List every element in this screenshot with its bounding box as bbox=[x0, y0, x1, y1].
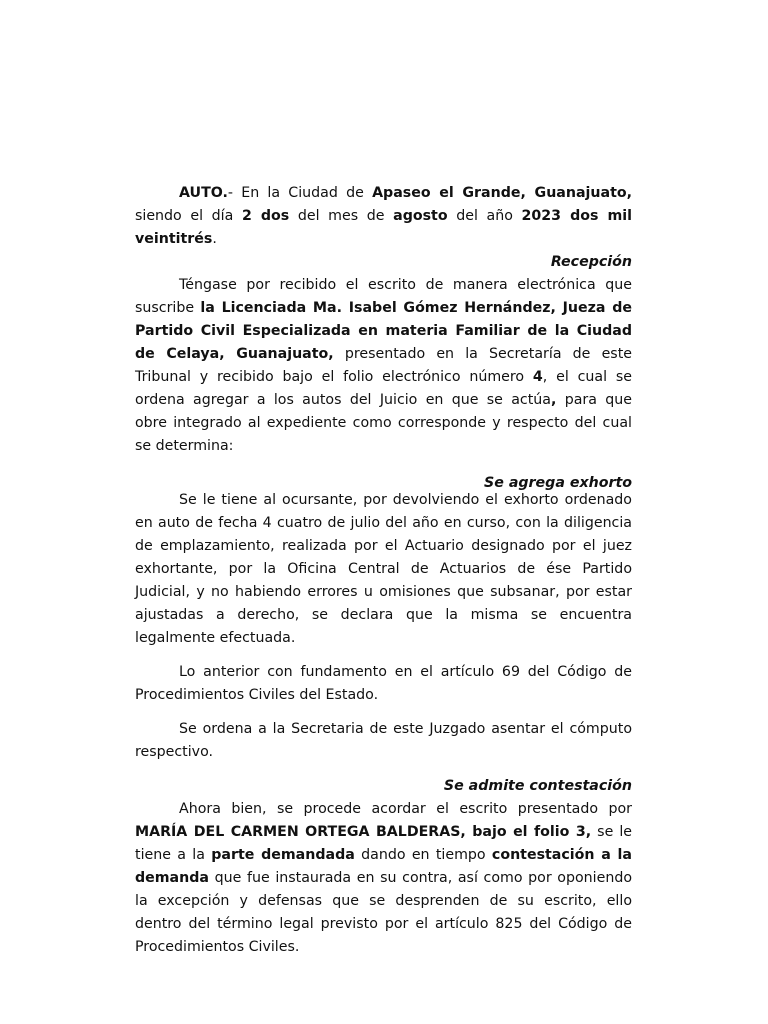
place-name: Apaseo el Grande, Guanajuato, bbox=[372, 185, 632, 201]
text-span: ordena agregar a los autos del Juicio en que se actúa bbox=[135, 392, 551, 408]
heading-recepcion: Recepción bbox=[550, 254, 632, 270]
paragraph-recepcion-line-7: obre integrado al expediente como corresponde y respecto del cual bbox=[135, 415, 632, 431]
paragraph-exhorto-line-7: legalmente efectuada. bbox=[135, 630, 296, 646]
paragraph-fundamento-line-1: Lo anterior con fundamento en el artículo 69 del Código de bbox=[179, 664, 632, 680]
paragraph-auto-line-2 bbox=[135, 205, 632, 227]
paragraph-recepcion-line-6 bbox=[135, 389, 632, 411]
day-value: 2 dos bbox=[241, 208, 290, 224]
text-span: - En la Ciudad de bbox=[227, 185, 373, 201]
heading-contestacion: Se admite contestación bbox=[443, 778, 632, 794]
text-span: del mes de bbox=[289, 208, 394, 224]
year-value: 2023 dos mil bbox=[521, 208, 632, 224]
paragraph-exhorto-line-2: en auto de fecha 4 cuatro de julio del año en curso, con la diligencia bbox=[135, 515, 632, 531]
text-span: . bbox=[212, 231, 217, 247]
folio-number: 4 bbox=[532, 369, 543, 385]
paragraph-exhorto-line-4: exhortante, por la Oficina Central de Actuarios de ése Partido bbox=[135, 561, 632, 577]
paragraph-recepcion-line-4 bbox=[135, 343, 632, 365]
text-span: suscribe bbox=[135, 300, 201, 316]
text-span: del año bbox=[447, 208, 522, 224]
text-span: que fue instaurada en su contra, así como por oponiendo bbox=[208, 870, 632, 886]
paragraph-computo-line-2: respectivo. bbox=[135, 744, 214, 760]
paragraph-contestacion-line-2 bbox=[135, 821, 632, 843]
paragraph-recepcion-line-1: Téngase por recibido el escrito de manera electrónica que bbox=[179, 277, 632, 293]
paragraph-contestacion-line-7: Procedimientos Civiles. bbox=[135, 939, 300, 955]
paragraph-fundamento-line-2: Procedimientos Civiles del Estado. bbox=[135, 687, 379, 703]
paragraph-auto-line-3 bbox=[135, 228, 632, 250]
paragraph-exhorto-line-3: de emplazamiento, realizada por el Actuario designado por el juez bbox=[135, 538, 632, 554]
paragraph-exhorto-line-1: Se le tiene al ocursante, por devolviendo el exhorto ordenado bbox=[179, 492, 632, 508]
paragraph-contestacion-line-6: dentro del término legal previsto por el artículo 825 del Código de bbox=[135, 916, 632, 932]
paragraph-recepcion-line-3: Partido Civil Especializada en materia Familiar de la Ciudad bbox=[135, 323, 632, 339]
paragraph-recepcion-line-5 bbox=[135, 366, 632, 388]
answer-term: contestación a la bbox=[491, 847, 632, 863]
year-value-cont: veintitrés bbox=[135, 231, 213, 247]
answer-term-cont: demanda bbox=[135, 870, 209, 886]
paragraph-exhorto-line-5: Judicial, y no habiendo errores u omisiones que subsanar, por estar bbox=[135, 584, 632, 600]
paragraph-contestacion-line-5: la excepción y defensas que se desprenden de su escrito, ello bbox=[135, 893, 632, 909]
city-name: de Celaya, Guanajuato, bbox=[135, 346, 334, 362]
text-span: , el cual se bbox=[542, 369, 632, 385]
text-span: presentado en la Secretaría de este bbox=[333, 346, 632, 362]
paragraph-recepcion-line-8: se determina: bbox=[135, 438, 234, 454]
judge-name: la Licenciada Ma. Isabel Gómez Hernández, Jueza de bbox=[200, 300, 632, 316]
text-span: tiene a la bbox=[135, 847, 212, 863]
heading-exhorto: Se agrega exhorto bbox=[484, 475, 632, 491]
paragraph-recepcion-line-2 bbox=[135, 297, 632, 319]
paragraph-auto-line-1 bbox=[135, 182, 632, 204]
text-span: siendo el día bbox=[135, 208, 242, 224]
paragraph-contestacion-line-1: Ahora bien, se procede acordar el escrito presentado por bbox=[179, 801, 632, 817]
auto-label: AUTO. bbox=[179, 185, 228, 201]
paragraph-computo-line-1: Se ordena a la Secretaria de este Juzgado asentar el cómputo bbox=[179, 721, 632, 737]
month-value: agosto bbox=[393, 208, 448, 224]
text-span: para que bbox=[556, 392, 632, 408]
party-role: parte demandada bbox=[211, 847, 355, 863]
paragraph-exhorto-line-6: ajustadas a derecho, se declara que la misma se encuentra bbox=[135, 607, 632, 623]
comma-bold: , bbox=[550, 392, 557, 408]
text-span: dando en tiempo bbox=[354, 847, 492, 863]
party-name: MARÍA DEL CARMEN ORTEGA BALDERAS, bajo el folio 3, bbox=[135, 824, 592, 840]
paragraph-contestacion-line-3 bbox=[135, 844, 632, 866]
paragraph-contestacion-line-4 bbox=[135, 867, 632, 889]
text-span: se le bbox=[591, 824, 632, 840]
text-span: Tribunal y recibido bajo el folio electrónico número bbox=[135, 369, 533, 385]
